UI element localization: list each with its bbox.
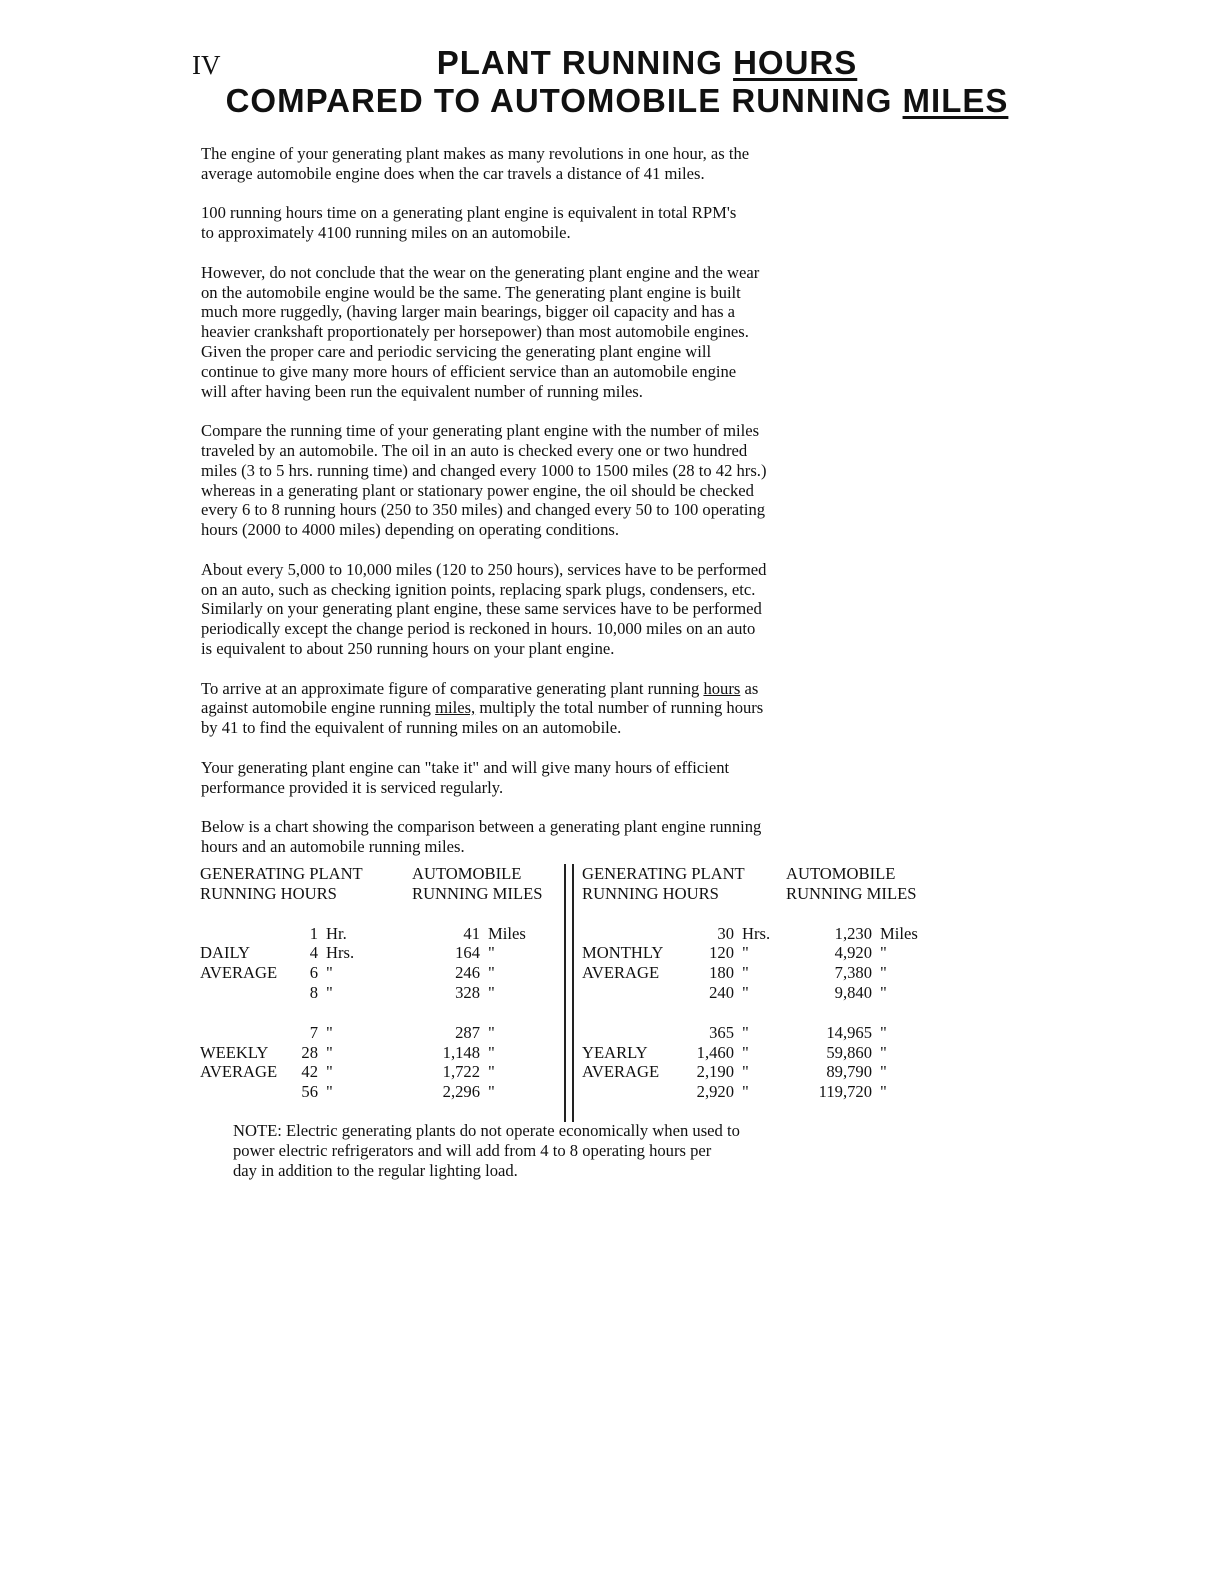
weekly-miles: 287 bbox=[455, 1022, 480, 1042]
yearly-hour-unit: " bbox=[742, 1062, 749, 1082]
title-line-1-prefix: PLANT RUNNING bbox=[436, 44, 734, 81]
monthly-hour-unit: " bbox=[742, 963, 749, 983]
p6-hours: hours bbox=[703, 678, 741, 698]
daily-mile-unit: " bbox=[488, 982, 495, 1002]
weekly-label: WEEKLY bbox=[200, 1042, 269, 1062]
daily-row bbox=[200, 943, 564, 963]
header-right-hours: GENERATING PLANT RUNNING HOURS bbox=[582, 864, 745, 903]
weekly-hours: 7 bbox=[309, 1022, 318, 1042]
note: NOTE: Electric generating plants do not operate economically when used to power electric refrigerators and will add from 4 to 8 operating hours per day in addition to the regular lighting load. bbox=[233, 1121, 740, 1180]
paragraph-2: 100 running hours time on a generating plant engine is equivalent in total RPM's to approximately 4100 running miles on an automobile. bbox=[201, 203, 737, 243]
monthly-mile-unit: Miles bbox=[880, 923, 918, 943]
weekly-hour-unit: " bbox=[326, 1062, 333, 1082]
monthly-mile-unit: " bbox=[880, 982, 887, 1002]
monthly-miles: 4,920 bbox=[834, 943, 872, 963]
monthly-mile-unit: " bbox=[880, 943, 887, 963]
chart-left-body bbox=[200, 904, 565, 1122]
weekly-hour-unit: " bbox=[326, 1042, 333, 1062]
title-hours-underlined: HOURS bbox=[733, 44, 858, 81]
weekly-label bbox=[200, 1023, 282, 1043]
p6-miles: miles, bbox=[435, 698, 476, 718]
daily-hours: 8 bbox=[309, 982, 318, 1002]
yearly-hours: 1,460 bbox=[696, 1042, 734, 1062]
yearly-hours: 2,920 bbox=[696, 1082, 734, 1102]
daily-group bbox=[200, 924, 564, 1003]
weekly-hours: 56 bbox=[301, 1082, 318, 1102]
yearly-row bbox=[582, 1082, 946, 1102]
monthly-row bbox=[582, 963, 946, 983]
comparison-chart bbox=[200, 864, 946, 1122]
monthly-hours: 120 bbox=[709, 943, 734, 963]
daily-mile-unit: Miles bbox=[488, 923, 526, 943]
yearly-mile-unit: " bbox=[880, 1082, 887, 1102]
weekly-hour-unit: " bbox=[326, 1022, 333, 1042]
daily-hours: 4 bbox=[309, 943, 318, 963]
yearly-hour-unit: " bbox=[742, 1022, 749, 1042]
daily-label: AVERAGE bbox=[200, 963, 278, 983]
monthly-mile-unit: " bbox=[880, 963, 887, 983]
weekly-row bbox=[200, 1043, 564, 1063]
monthly-miles: 1,230 bbox=[834, 923, 872, 943]
yearly-miles: 14,965 bbox=[826, 1022, 872, 1042]
daily-hours: 6 bbox=[309, 963, 318, 983]
title-line-2 bbox=[0, 82, 1224, 120]
weekly-mile-unit: " bbox=[488, 1022, 495, 1042]
yearly-label bbox=[582, 1023, 674, 1043]
daily-mile-unit: " bbox=[488, 943, 495, 963]
weekly-hours: 28 bbox=[301, 1042, 318, 1062]
monthly-hours: 240 bbox=[709, 982, 734, 1002]
weekly-row bbox=[200, 1023, 564, 1043]
paragraph-5: About every 5,000 to 10,000 miles (120 to 250 hours), services have to be performed on an auto, such as checking ignition points, replacing spark plugs, condensers, etc. Similarly on your generating plant engine, these same services have to be performed periodically except the change period is reckoned in hours. 10,000 miles on an auto is equivalent to about 250 running hours on your plant engine. bbox=[201, 559, 767, 658]
monthly-row bbox=[582, 924, 946, 944]
monthly-label bbox=[582, 983, 674, 1003]
daily-row bbox=[200, 963, 564, 983]
daily-label bbox=[200, 983, 282, 1003]
weekly-hours: 42 bbox=[301, 1062, 318, 1082]
yearly-row bbox=[582, 1062, 946, 1082]
monthly-miles: 9,840 bbox=[834, 982, 872, 1002]
daily-miles: 328 bbox=[455, 982, 480, 1002]
yearly-mile-unit: " bbox=[880, 1062, 887, 1082]
daily-hour-unit: " bbox=[326, 982, 333, 1002]
yearly-label bbox=[582, 1082, 674, 1102]
monthly-label bbox=[582, 924, 674, 944]
daily-miles: 164 bbox=[455, 943, 480, 963]
weekly-miles: 1,148 bbox=[442, 1042, 480, 1062]
monthly-row bbox=[582, 943, 946, 963]
p6-b: as against automobile engine running bbox=[201, 678, 759, 718]
header-left-miles: AUTOMOBILE RUNNING MILES bbox=[412, 864, 543, 903]
chart-right-body bbox=[573, 904, 946, 1122]
daily-hours: 1 bbox=[309, 923, 318, 943]
yearly-miles: 119,720 bbox=[818, 1082, 872, 1102]
weekly-row bbox=[200, 1062, 564, 1082]
daily-hour-unit: Hrs. bbox=[326, 943, 355, 963]
yearly-row bbox=[582, 1023, 946, 1043]
monthly-hour-unit: Hrs. bbox=[742, 923, 771, 943]
header-right-miles: AUTOMOBILE RUNNING MILES bbox=[786, 864, 917, 903]
monthly-group bbox=[582, 924, 946, 1003]
monthly-hour-unit: " bbox=[742, 982, 749, 1002]
chart-divider bbox=[565, 864, 573, 1122]
daily-mile-unit: " bbox=[488, 963, 495, 983]
title-line-1 bbox=[0, 44, 1224, 82]
paragraph-7: Your generating plant engine can "take it" and will give many hours of efficient performance provided it is serviced regularly. bbox=[201, 757, 730, 797]
paragraph-1: The engine of your generating plant makes as many revolutions in one hour, as the average automobile engine does when the car travels a distance of 41 miles. bbox=[201, 144, 750, 183]
section-number: IV bbox=[192, 50, 221, 80]
p6-c: multiply the total number of running hours by 41 to find the equivalent of running miles on an automobile. bbox=[201, 698, 764, 738]
yearly-miles: 89,790 bbox=[826, 1062, 872, 1082]
monthly-hours: 180 bbox=[709, 963, 734, 983]
weekly-label bbox=[200, 1082, 282, 1102]
paragraph-6 bbox=[201, 679, 961, 738]
monthly-label: AVERAGE bbox=[582, 963, 660, 983]
weekly-miles: 2,296 bbox=[442, 1082, 480, 1102]
daily-miles: 41 bbox=[463, 923, 480, 943]
title-miles-underlined: MILES bbox=[902, 82, 1009, 119]
header-left-hours: GENERATING PLANT RUNNING HOURS bbox=[200, 864, 363, 903]
monthly-label: MONTHLY bbox=[582, 943, 664, 963]
paragraph-3: However, do not conclude that the wear on the generating plant engine and the wear on the automobile engine would be the same. The generating plant engine is built much more ruggedly, (having larger main bearings, bigger oil capacity and has a heavier crankshaft proportionately per horsepower) than most automobile engines. Given the proper care and periodic servicing the generating plant engine will continue to give many more hours of efficient service than an automobile engine will after having been run the equivalent number of running miles. bbox=[201, 262, 760, 401]
yearly-hours: 365 bbox=[709, 1022, 734, 1042]
yearly-label: AVERAGE bbox=[582, 1062, 660, 1082]
weekly-label: AVERAGE bbox=[200, 1062, 278, 1082]
yearly-miles: 59,860 bbox=[826, 1042, 872, 1062]
yearly-mile-unit: " bbox=[880, 1042, 887, 1062]
yearly-hour-unit: " bbox=[742, 1042, 749, 1062]
weekly-row bbox=[200, 1082, 564, 1102]
monthly-hour-unit: " bbox=[742, 943, 749, 963]
weekly-mile-unit: " bbox=[488, 1062, 495, 1082]
weekly-miles: 1,722 bbox=[442, 1062, 480, 1082]
daily-row bbox=[200, 983, 564, 1003]
yearly-hours: 2,190 bbox=[696, 1062, 734, 1082]
daily-hour-unit: " bbox=[326, 963, 333, 983]
monthly-row bbox=[582, 983, 946, 1003]
daily-row bbox=[200, 924, 564, 944]
p6-a: To arrive at an approximate figure of comparative generating plant running bbox=[201, 678, 704, 698]
monthly-hours: 30 bbox=[717, 923, 734, 943]
weekly-mile-unit: " bbox=[488, 1082, 495, 1102]
body-text bbox=[201, 144, 961, 876]
weekly-group bbox=[200, 1023, 564, 1102]
weekly-hour-unit: " bbox=[326, 1082, 333, 1102]
yearly-hour-unit: " bbox=[742, 1082, 749, 1102]
monthly-miles: 7,380 bbox=[834, 963, 872, 983]
daily-label bbox=[200, 924, 282, 944]
title-line-2-prefix: COMPARED TO AUTOMOBILE RUNNING bbox=[225, 82, 903, 119]
daily-label: DAILY bbox=[200, 943, 250, 963]
paragraph-4: Compare the running time of your generating plant engine with the number of miles traveled by an automobile. The oil in an auto is checked every one or two hundred miles (3 to 5 hrs. running time) and changed every 1000 to 1500 miles (28 to 42 hrs.) whereas in a generating plant or stationary power engine, the oil should be checked every 6 to 8 running hours (250 to 350 miles) and changed every 50 to 100 operating hours (2000 to 4000 miles) depending on operating conditions. bbox=[201, 421, 767, 540]
paragraph-8: Below is a chart showing the comparison between a generating plant engine running hours and an automobile running miles. bbox=[201, 817, 762, 856]
yearly-mile-unit: " bbox=[880, 1022, 887, 1042]
yearly-group bbox=[582, 1023, 946, 1102]
daily-hour-unit: Hr. bbox=[326, 923, 347, 943]
daily-miles: 246 bbox=[455, 963, 480, 983]
yearly-row bbox=[582, 1043, 946, 1063]
yearly-label: YEARLY bbox=[582, 1042, 648, 1062]
weekly-mile-unit: " bbox=[488, 1042, 495, 1062]
